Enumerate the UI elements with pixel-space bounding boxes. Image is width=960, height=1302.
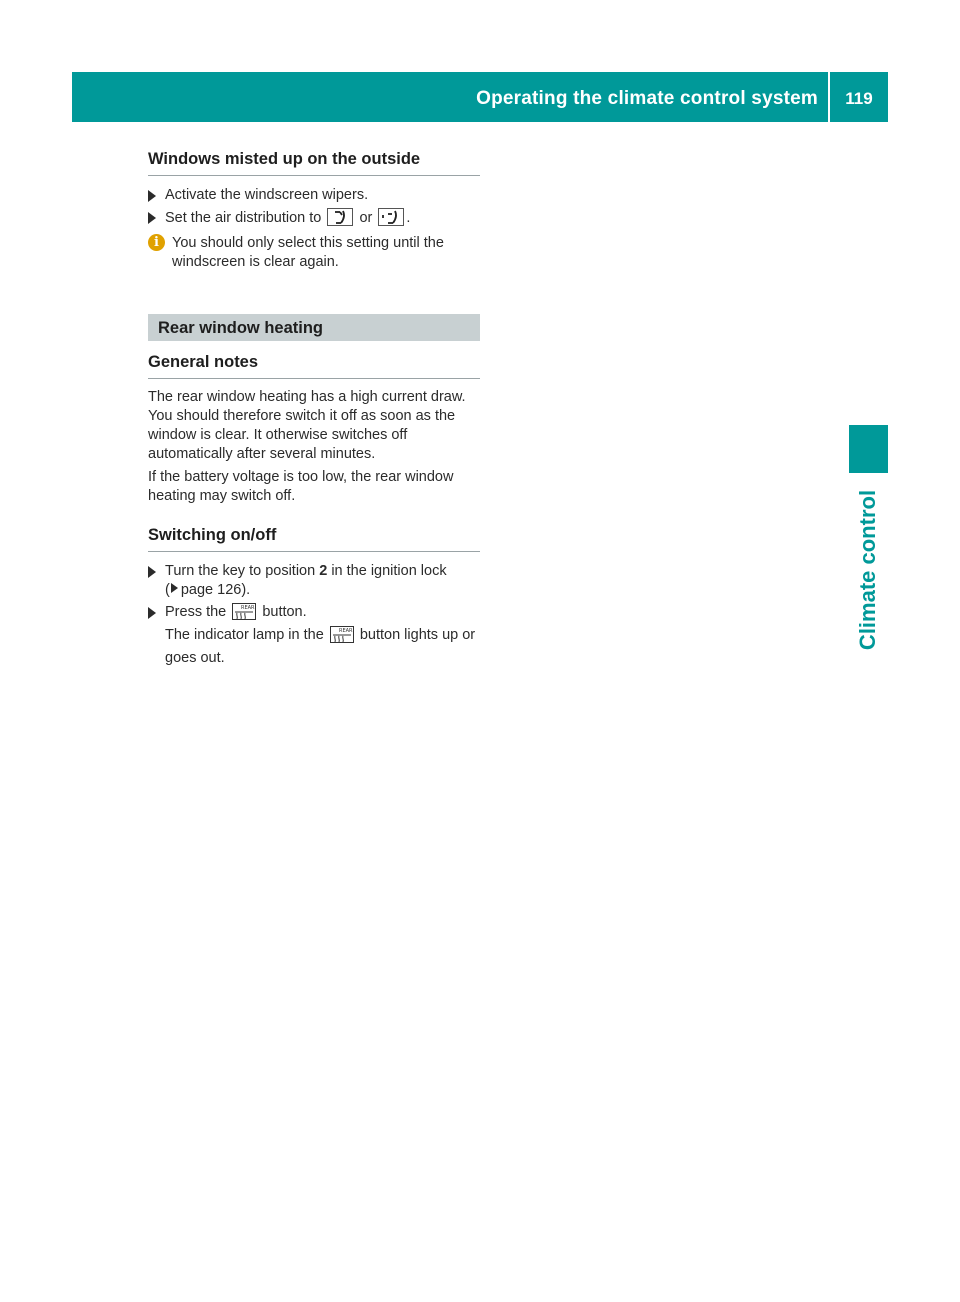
section-bar-rear-window-heating: Rear window heating: [148, 314, 480, 341]
triangle-right-arrow-icon: [148, 190, 156, 202]
triangle-right-arrow-icon: [148, 566, 156, 578]
page-number: 119: [845, 89, 873, 108]
paragraph-current-draw: The rear window heating has a high current draw. You should therefore switch it off as soon as the window is clear. It otherwise switches off automatically after several minutes.: [148, 389, 466, 462]
content-column: [148, 150, 480, 668]
step-text: button lights up or goes out.: [165, 627, 476, 666]
rear-icon-text: REAR: [338, 628, 353, 634]
step-text: Set the air distribution to: [165, 210, 322, 226]
heading-windows-misted: Windows misted up on the outside: [148, 150, 480, 176]
step-text: button.: [262, 604, 307, 620]
rear-icon-text: REAR: [241, 605, 255, 611]
page-header: [72, 72, 888, 122]
air-distribution-windscreen-icon: [327, 208, 353, 226]
triangle-right-arrow-icon: [148, 212, 156, 224]
page-ref-close: ).: [241, 582, 251, 598]
heading-switching-on-off: Switching on/off: [148, 526, 480, 552]
step-text: in the ignition lock: [331, 563, 447, 579]
key-position-value: 2: [319, 563, 328, 579]
step-activate-wipers: [148, 186, 480, 205]
air-distribution-windscreen-footwell-icon: [378, 208, 404, 226]
step-text-or: or: [359, 210, 373, 226]
step-press-rear-button: [148, 603, 480, 668]
rear-window-heating-icon: [330, 626, 354, 649]
step-text: Turn the key to position: [165, 563, 316, 579]
step-turn-key: [148, 562, 480, 600]
step-text: The indicator lamp in the: [165, 627, 324, 643]
info-icon: i: [148, 234, 165, 251]
page-header-title: Operating the climate control system: [476, 88, 818, 109]
step-text-end: .: [406, 210, 411, 226]
info-text: You should only select this setting until the windscreen is clear again.: [172, 235, 444, 270]
info-note-windscreen: [148, 234, 480, 272]
step-text: Activate the windscreen wipers.: [165, 187, 369, 203]
chapter-tab-marker: [849, 425, 888, 473]
triangle-right-arrow-icon: [148, 607, 156, 619]
rear-window-heating-icon: [232, 603, 256, 626]
page-reference-link[interactable]: page 126: [180, 582, 242, 598]
page-ref-open: (: [165, 582, 170, 598]
chapter-tab-label-text: Climate control: [855, 489, 880, 651]
page-reference-triangle-icon: [171, 583, 178, 593]
step-text: Press the: [165, 604, 227, 620]
paragraph-battery-voltage: If the battery voltage is too low, the rear window heating may switch off.: [148, 469, 454, 504]
step-set-air-distribution: [148, 208, 480, 228]
heading-general-notes: General notes: [148, 353, 480, 379]
